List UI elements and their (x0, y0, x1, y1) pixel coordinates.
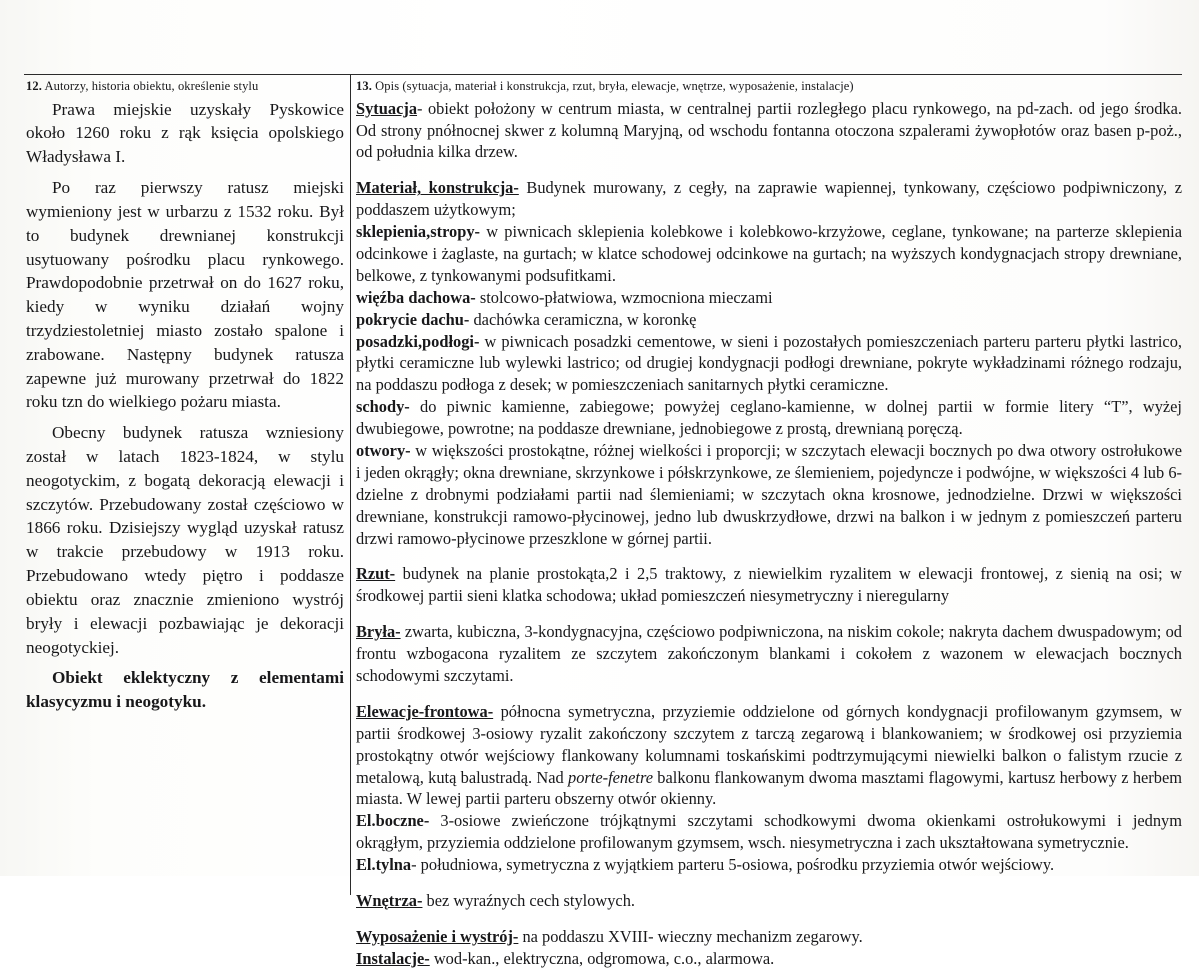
entry-label-rzut: Rzut- (356, 564, 396, 584)
description-entry-sytuacja (356, 98, 1182, 164)
entry-text-sytuacja: obiekt położony w centrum miasta, w centralnej partii rozległego placu rynkowego, na pd-zach. od jego środka. Od strony pnółnocnej skwer z kolumną Maryjną, od wschodu fontanna otoczona szpalerami żywopłotów oraz basen p-poż., od południa kilka drzew. (356, 98, 1182, 162)
field-12-label: Autorzy, historia obiektu, określenie stylu (44, 79, 259, 93)
description-entry-wiezba-dachowa (356, 287, 1182, 309)
column-divider-rule (350, 75, 351, 895)
entry-label-sytuacja: Sytuacja (356, 98, 418, 118)
description-entry-otwory (356, 440, 1182, 549)
entry-text-instalacje: wod-kan., elektryczna, odgromowa, c.o., alarmowa. (429, 948, 775, 968)
entry-label-otwory: otwory- (356, 440, 411, 460)
description-entry-rzut (356, 563, 1182, 607)
entry-text-el-tylna: południowa, symetryczna z wyjątkiem parteru 5-osiowa, pośrodku przyziemia otwór wejściowy. (416, 855, 1055, 875)
description-entry-schody (356, 396, 1182, 440)
paragraph-gap (26, 414, 344, 421)
entry-text-part2-elewacje-frontowa: balkonu flankowanym dwoma masztami flagowymi, kartusz herbowy z herbem miasta. W lewej partii parteru obszerny otwór okienny. (356, 767, 1182, 809)
description-entry-el-boczne (356, 810, 1182, 854)
entry-italic-term-elewacje-frontowa: porte-fenetre (568, 767, 653, 787)
description-entry-posadzki-podlogi (356, 331, 1182, 397)
entry-label-el-boczne: El.boczne- (356, 811, 430, 831)
entry-label-pokrycie-dachu: pokrycie dachu- (356, 309, 470, 329)
description-entry-sklepienia-stropy (356, 221, 1182, 287)
entry-text-wnetrza: bez wyraźnych cech stylowych. (422, 891, 635, 911)
paragraph-gap (26, 659, 344, 666)
entry-label-el-tylna: El.tylna (356, 855, 412, 875)
entry-text-pokrycie-dachu: dachówka ceramiczna, w koronkę (469, 309, 697, 329)
entry-text-otwory: w większości prostokątne, różnej wielkości i proporcji; w szczytach elewacji bocznych po dwa otwory ostrołukowe i jeden okrągły; okna drewniane, skrzynkowe i półskrzynkowe, ze ślemieniem, pojedyncze i podwójne, w większości 4 lub 6-dzielne z drobnymi podziałami partii nad ślemieniami; w szczytach okna krosnowe, jednodzielne. Drzwi w większości drewniane, konstrukcji ramowo-płycinowej, jedno lub dwuskrzydłowe, drzwi na balkon i w jednym z pomieszczeń parteru drzwi ramowo-płycinowe przeszklone w górnej partii. (356, 440, 1182, 548)
field-13-number: 13. (356, 79, 372, 93)
entry-label-sklepienia-stropy: sklepienia,stropy- (356, 222, 481, 242)
field-12-paragraph-3: Obecny budynek ratusza wzniesiony został w latach 1823-1824, w stylu neogotyckim, z bogatą dekoracją elewacji i szczytów. Przebudowany został częściowo w 1866 roku. Dzisiejszy wygląd uzyskał ratusz w trakcie przebudowy w 1913 roku. Przebudowano wtedy piętro i poddasze obiektu oraz znacznie zmieniono wystrój bryły i elewacji pozbawiając je dekoracji neogotyckiej. (26, 423, 344, 657)
entry-text-wyposazenie-wystroj: na poddaszu XVIII- wieczny mechanizm zegarowy. (518, 926, 863, 946)
entry-dash: - (411, 855, 417, 875)
entry-text-part1-elewacje-frontowa: północna symetryczna, przyziemie oddzielone od górnych kondygnacji profilowanym gzymsem, w partii środkowej 3-osiowy ryzalit zakończony szczytem z tarczą zegarową i blankowaniem; w środkowej osi przyziemia prostokątny otwór wejściowy flankowany kolumnami toskańskimi podtrzymującymi niewielki balkon o falistym rzucie z metalową, kutą balustradą. Nad (356, 701, 1182, 787)
top-horizontal-rule (24, 74, 1182, 75)
entry-text-sklepienia-stropy: w piwnicach sklepienia kolebkowe i kolebkowo-krzyżowe, ceglane, tynkowane; na parterze sklepienia odcinkowe i żaglaste, na gurtach; w klatce schodowej odcinkowe na gurtach; na wyższych kondygnacjach stropy drewniane, belkowe, z tynkowanymi podsufitkami. (356, 222, 1182, 285)
paragraph-gap (26, 169, 344, 176)
entry-label-material-konstrukcja: Materiał, konstrukcja- (356, 178, 519, 198)
entry-label-elewacje-frontowa: Elewacje-frontowa- (356, 701, 494, 721)
entry-label-posadzki-podlogi: posadzki,podłogi- (356, 331, 480, 351)
entry-text-schody: do piwnic kamienne, zabiegowe; powyżej ceglano-kamienne, w dolnej partii w formie litery “T”, wyżej dwubiegowe, powrotne; na poddasze drewniane, jednobiegowe z prostą, drewnianą poręczą. (356, 397, 1182, 439)
field-13-column (356, 79, 1182, 970)
field-12-paragraph-2: Po raz pierwszy ratusz miejski wymieniony jest w urbarzu z 1532 roku. Był to budynek drewnianej konstrukcji usytuowany pośrodku placu rynkowego. Prawdopodobnie przetrwał on do 1627 roku, kiedy w wyniku działań wojny trzydziestoletniej miasto zostało spalone i zrabowane. Następny budynek ratusza zapewne już murowany przetrwał do 1822 roku tzn do wielkiego pożaru miasta. (26, 178, 344, 412)
field-12-number: 12. (26, 79, 42, 93)
description-entry-wnetrza (356, 890, 1182, 912)
description-entry-material-konstrukcja (356, 177, 1182, 221)
record-sheet (12, 32, 1182, 968)
field-12-paragraph-1: Prawa miejskie uzyskały Pyskowice około 1260 roku z rąk księcia opolskiego Władysława I. (26, 99, 344, 167)
entry-label-schody: schody- (356, 397, 410, 417)
entry-label-wnetrza: Wnętrza- (356, 891, 423, 911)
field-13-label: Opis (sytuacja, materiał i konstrukcja, rzut, bryła, elewacje, wnętrze, wyposażenie, instalacje) (375, 79, 854, 93)
entry-dash: - (417, 98, 423, 118)
entry-block-gap (356, 549, 1182, 563)
description-entry-bryla (356, 621, 1182, 687)
field-12-header (26, 79, 344, 95)
entry-text-bryla: zwarta, kubiczna, 3-kondygnacyjna, częściowo podpiwniczona, na niskim cokole; nakryta dachem dwuspadowym; od frontu wzbogacona ryzalitem ze szczytem zakończonym blankami i cokołem z wazonem w elewacjach bocznych schodowymi szczytami. (356, 622, 1182, 685)
entry-text-rzut: budynek na planie prostokąta,2 i 2,5 traktowy, z niewielkim ryzalitem w elewacji frontowej, z sienią na osi; w środkowej partii sieni klatka schodowa; układ pomieszczeń niesymetryczny i nieregularny (356, 564, 1182, 606)
entry-text-material-konstrukcja: Budynek murowany, z cegły, na zaprawie wapiennej, tynkowany, częściowo podpiwniczony, z poddaszem użytkowym; (356, 178, 1182, 220)
field-12-column (26, 79, 344, 714)
entry-block-gap (356, 912, 1182, 926)
entry-text-posadzki-podlogi: w piwnicach posadzki cementowe, w sieni i pozostałych pomieszczeniach parteru parteru płytki lastrico, płytki ceramiczne lub wylewki lastrico; od drugiej kondygnacji podłogi drewniane, pokryte wykładzinami różnego rodzaju, na poddaszu podłoga z desek; w pomieszczeniach sanitarnych płytki ceramiczne. (356, 331, 1182, 395)
entry-block-gap (356, 876, 1182, 890)
entry-label-wiezba-dachowa: więźba dachowa- (356, 287, 476, 307)
description-entry-instalacje (356, 948, 1182, 970)
description-entry-el-tylna (356, 854, 1182, 876)
description-entry-pokrycie-dachu (356, 309, 1182, 331)
entry-label-wyposazenie-wystroj: Wyposażenie i wystrój- (356, 926, 519, 946)
entry-block-gap (356, 163, 1182, 177)
entry-label-instalacje: Instalacje- (356, 948, 430, 968)
entry-block-gap (356, 607, 1182, 621)
entry-block-gap (356, 687, 1182, 701)
field-13-entries (356, 98, 1182, 970)
entry-label-bryla: Bryła- (356, 622, 401, 642)
field-13-header (356, 79, 1182, 95)
entry-text-wiezba-dachowa: stolcowo-płatwiowa, wzmocniona mieczami (475, 287, 773, 307)
entry-text-el-boczne: 3-osiowe zwieńczone trójkątnymi szczytami schodkowymi dwoma okienkami ostrołukowymi i jednym okrągłym, przyziemia oddzielone profilowanym gzymsem, wsch. niesymetryczna i zach ukształtowana symetrycznie. (356, 811, 1182, 853)
description-entry-elewacje-frontowa (356, 701, 1182, 810)
description-entry-wyposazenie-wystroj (356, 926, 1182, 948)
field-12-conclusion: Obiekt eklektyczny z elementami klasycyzmu i neogotyku. (26, 668, 344, 712)
